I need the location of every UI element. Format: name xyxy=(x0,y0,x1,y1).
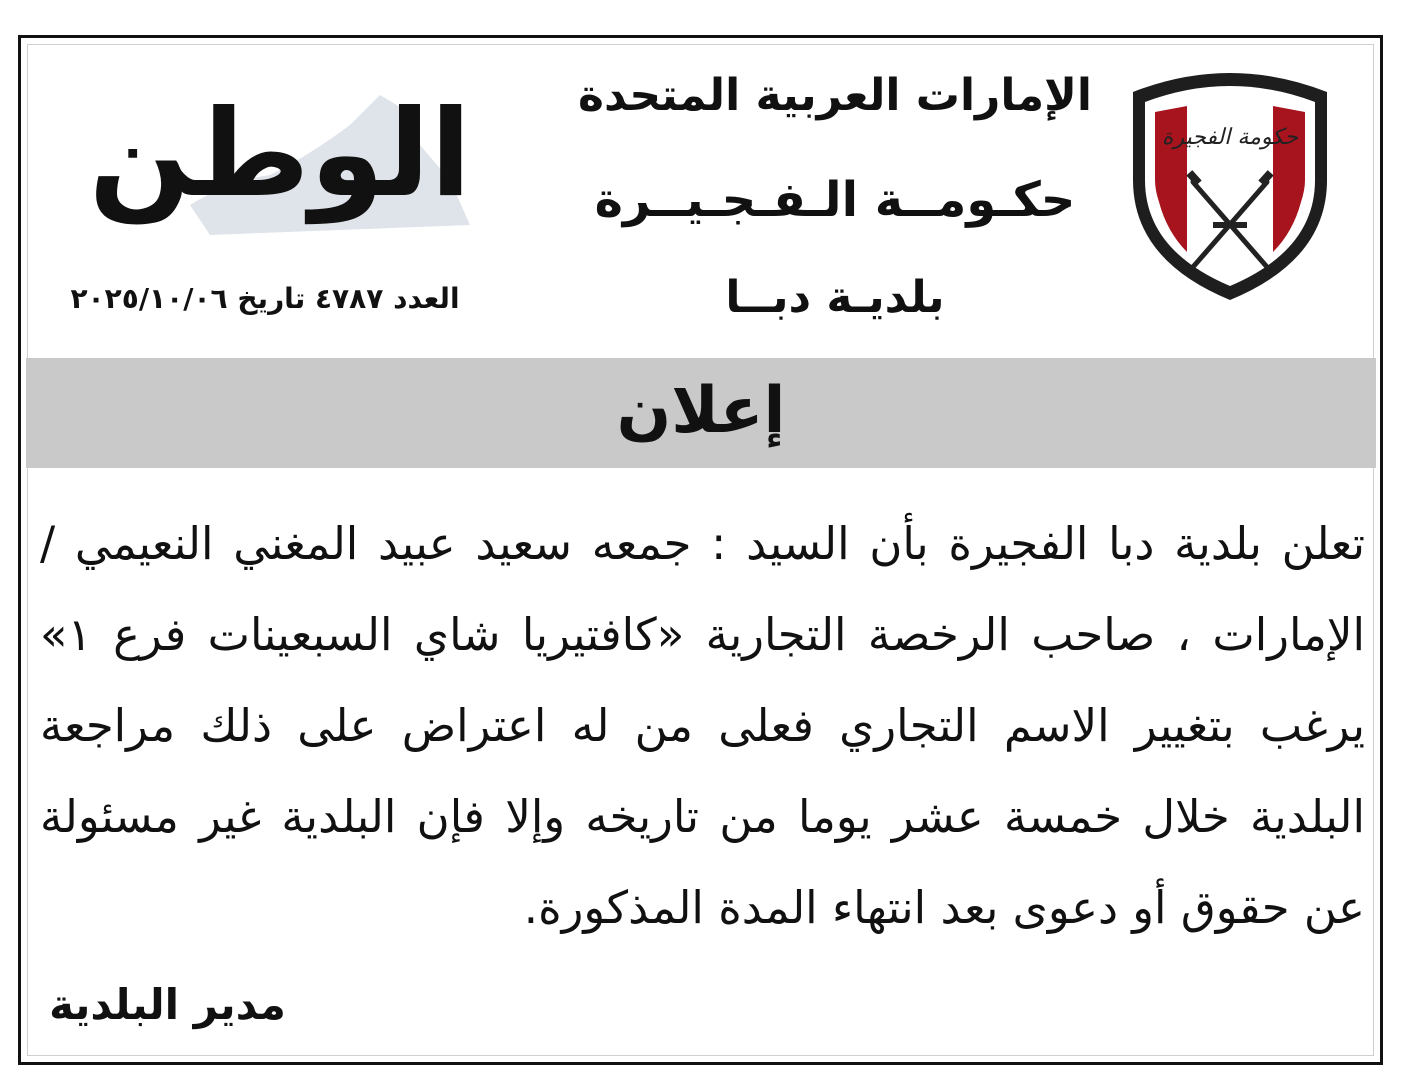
emblem-inscription: حكومة الفجيرة xyxy=(1161,125,1299,150)
notice-title: إعلان xyxy=(616,374,786,448)
notice-body: تعلن بلدية دبا الفجيرة بأن السيد : جمعه سعيد عبيد المغني النعيمي / الإمارات ، صاحب الرخصة التجارية «كافتيريا شاي السبعينات فرع ١» يرغب بتغيير الاسم التجاري فعلى من له اعتراض على ذلك مراجعة البلدية خلال خمسة عشر يوما من تاريخه وإلا فإن البلدية غير مسئولة عن حقوق أو دعوى بعد انتهاء المدة المذكورة. xyxy=(40,517,1365,934)
fujairah-government-shield-icon xyxy=(1125,62,1335,312)
country-name: الإمارات العربية المتحدة xyxy=(577,70,1092,121)
signature-municipality-director: مدير البلدية xyxy=(49,980,286,1029)
issue-number-date: العدد ٤٧٨٧ تاريخ ٢٠٢٥/١٠/٠٦ xyxy=(70,282,460,315)
notice-title-band xyxy=(26,358,1376,468)
municipality-name: بلديـة دبــا xyxy=(725,272,945,323)
government-name: حكـومــة الـفـجـيــرة xyxy=(594,172,1076,228)
newspaper-logo: الوطن xyxy=(88,85,472,224)
